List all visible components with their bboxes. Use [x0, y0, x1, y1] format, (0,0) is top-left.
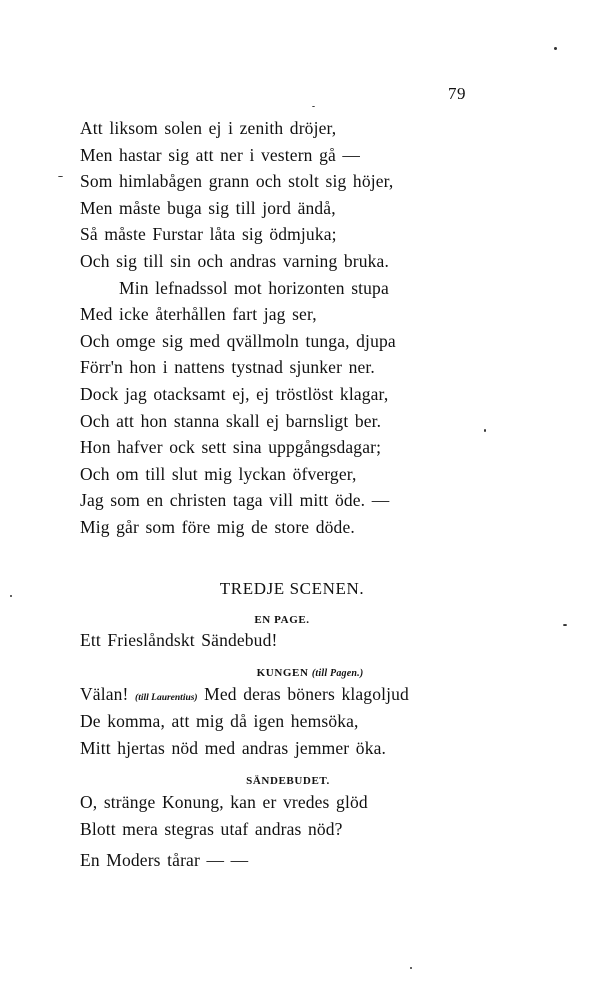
speaker-name-king	[14, 667, 592, 679]
verse-line: Och att hon stanna skall ej barnsligt ber.	[80, 410, 382, 431]
verse-line: En Moders tårar — —	[80, 850, 249, 870]
verse-line: Men hastar sig att ner i vestern gå —	[80, 144, 361, 165]
print-speck	[10, 595, 12, 597]
speaker-name-envoy: SÄNDEBUDET.	[246, 775, 330, 787]
verse-line: Mig går som före mig de store döde.	[80, 517, 355, 537]
stage-direction: (till Laurentius)	[135, 693, 198, 703]
verse-line: Mitt hjertas nöd med andras jemmer öka.	[80, 738, 387, 758]
verse-line: Dock jag otacksamt ej, ej tröstlöst klagar,	[80, 384, 389, 404]
verse-line: Min lefnadssol mot horizonten stupa	[119, 277, 389, 298]
print-speck	[58, 176, 63, 177]
verse-line: Hon hafver ock sett sina uppgångsdagar;	[80, 437, 382, 458]
print-speck	[484, 429, 486, 432]
verse-line: De komma, att mig då igen hemsöka,	[80, 711, 359, 731]
verse-line: Men måste buga sig till jord ändå,	[80, 197, 336, 218]
verse-line: Så måste Furstar låta sig ödmjuka;	[80, 224, 337, 245]
verse-line: Och omge sig med qvällmoln tunga, djupa	[80, 330, 396, 351]
print-speck	[312, 106, 315, 107]
verse-line	[80, 684, 409, 705]
verse-line: Som himlabågen grann och stolt sig höjer,	[80, 171, 394, 192]
verse-line: Blott mera stegras utaf andras nöd?	[80, 819, 343, 839]
verse-line: Ett Frieslåndskt Sändebud!	[80, 630, 278, 650]
verse-line: Med icke återhållen fart jag ser,	[80, 304, 317, 325]
verse-text: Välan!	[80, 684, 129, 704]
verse-line: Jag som en christen taga vill mitt öde. —	[80, 490, 390, 511]
speaker-name-page: EN PAGE.	[254, 614, 310, 626]
verse-line: Och om till slut mig lyckan öfverger,	[80, 463, 357, 484]
print-speck	[563, 624, 567, 626]
verse-line: Och sig till sin och andras varning bruka.	[80, 251, 389, 271]
verse-line: O, stränge Konung, kan er vredes glöd	[80, 792, 368, 812]
print-speck	[410, 967, 412, 969]
stage-direction: (till Pagen.)	[311, 668, 364, 679]
scene-heading: TREDJE SCENEN.	[219, 579, 365, 598]
print-speck	[554, 47, 557, 50]
verse-line: Att liksom solen ej i zenith dröjer,	[80, 118, 337, 138]
verse-line: Förr'n hon i nattens tystnad sjunker ner.	[80, 357, 375, 378]
verse-text: Med deras böners klagoljud	[204, 684, 409, 704]
page-number: 79	[448, 84, 466, 103]
speaker-label: KUNGEN	[256, 667, 309, 679]
